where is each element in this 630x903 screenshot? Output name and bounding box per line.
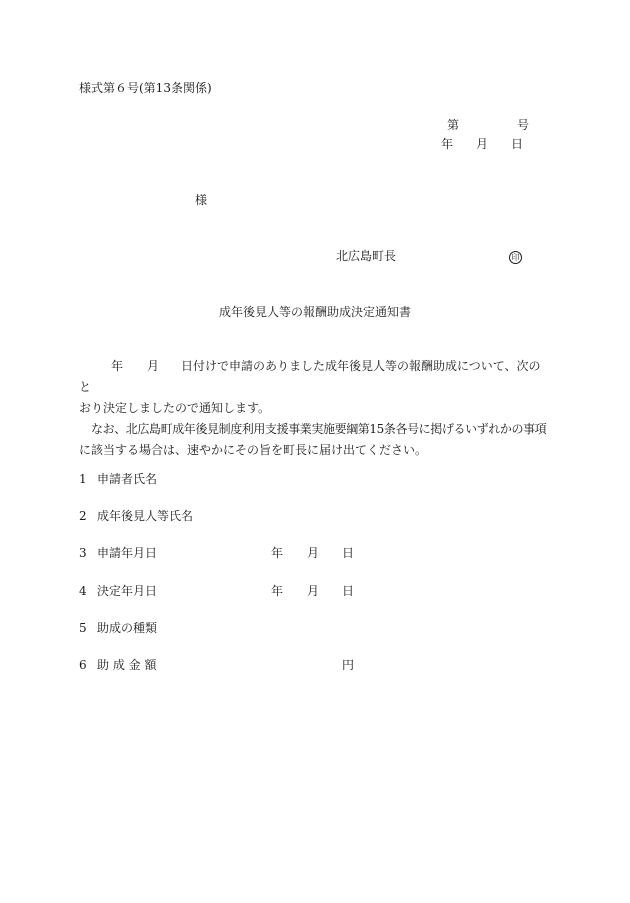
issue-date-month: 月: [476, 137, 489, 151]
item-4-label: 決定年月日: [97, 584, 158, 598]
body-paragraph2-line2: に該当する場合は、速やかにその旨を町長に届け出てください。: [79, 443, 428, 457]
body-paragraph2-line1: なお、北広島町成年後見制度利用支援事業実施要綱第15条各号に掲げるいずれかの事項: [91, 422, 547, 436]
doc-number-suffix: 号: [517, 118, 530, 132]
item-1-number: 1: [79, 472, 87, 486]
item-4-year: 年: [271, 584, 284, 598]
item-3-year: 年: [271, 546, 284, 560]
doc-number-prefix: 第: [447, 118, 460, 132]
item-4-number: 4: [79, 584, 87, 598]
issuer-title: 北広島町長: [336, 249, 397, 263]
item-2-label: 成年後見人等氏名: [97, 509, 194, 523]
recipient-honorific: 様: [195, 193, 208, 207]
item-5-label: 助成の種類: [97, 621, 158, 635]
item-6-unit: 円: [342, 658, 355, 672]
form-label: 様式第６号(第13条関係): [79, 81, 212, 95]
body-line1-rest: 日付けで申請のありました成年後見人等の報酬助成について、次のと: [79, 359, 541, 394]
issue-date-day: 日: [511, 137, 524, 151]
body-date-month: 月: [147, 359, 160, 373]
item-1-label: 申請者氏名: [97, 472, 158, 486]
item-6-number: 6: [79, 658, 87, 672]
item-5-number: 5: [79, 621, 87, 635]
body-date-year: 年: [111, 359, 124, 373]
item-6-label: 助 成 金 額: [97, 658, 157, 672]
notice-body: [79, 356, 549, 461]
body-line-2: おり決定しましたので通知します。: [79, 401, 271, 415]
issue-date-year: 年: [441, 137, 454, 151]
item-2-number: 2: [79, 509, 87, 523]
item-3-month: 月: [307, 546, 320, 560]
item-3-day: 日: [342, 546, 355, 560]
item-3-number: 3: [79, 546, 87, 560]
seal-mark: 印: [509, 250, 522, 264]
item-3-label: 申請年月日: [97, 546, 158, 560]
item-4-day: 日: [342, 584, 355, 598]
item-4-month: 月: [307, 584, 320, 598]
document-title: 成年後見人等の報酬助成決定通知書: [219, 305, 412, 319]
body-line-1: [79, 356, 549, 398]
